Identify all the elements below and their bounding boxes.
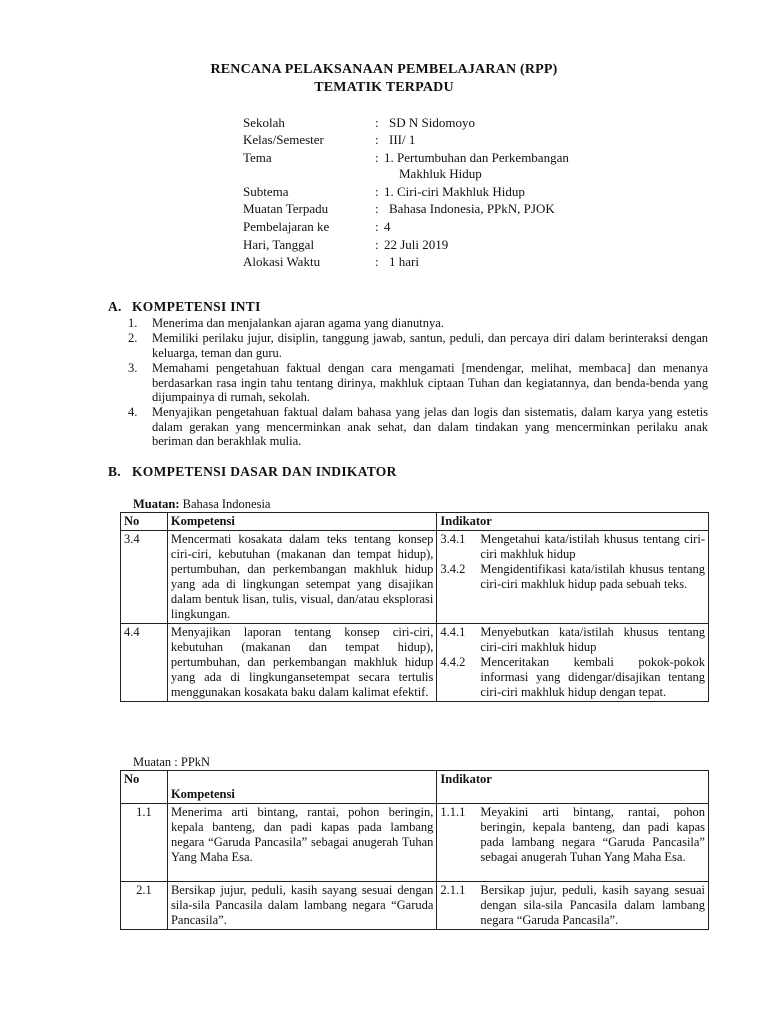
- indicator-item: [440, 532, 705, 562]
- section-letter: B.: [108, 464, 121, 479]
- indicator-item: [440, 805, 705, 865]
- item-number: 4.: [128, 405, 138, 419]
- identity-colon: :: [375, 184, 379, 199]
- header-indikator: Indikator: [437, 513, 709, 531]
- item-number: 1.: [128, 316, 138, 330]
- muatan-label-bahasa-indonesia: [133, 497, 270, 512]
- identity-label: Hari, Tanggal: [243, 237, 315, 252]
- header-kompetensi: Kompetensi: [167, 771, 436, 804]
- indicator-number: 1.1.1: [440, 805, 466, 819]
- identity-label: Alokasi Waktu: [243, 254, 321, 269]
- cell-indikator: [437, 624, 709, 702]
- identity-value: Makhluk Hidup: [399, 166, 482, 181]
- identity-value: III/ 1: [389, 132, 416, 147]
- muatan-key: Muatan:: [133, 497, 180, 511]
- item-text: Menyajikan pengetahuan faktual dalam bahasa yang jelas dan logis dan sistematis, dalam karya yang estetis dalam gerakan yang mencerminkan anak sehat, dan dalam tindakan yang mencerminkan perilaku anak beriman dan berakhlak mulia.: [152, 405, 708, 448]
- identity-value: Bahasa Indonesia, PPkN, PJOK: [389, 201, 555, 216]
- cell-kompetensi: Menyajikan laporan tentang konsep ciri-ciri, kebutuhan (makanan dan tempat hidup), pertumbuhan, dan perkembangan makhluk hidup yang ada di lingkungansetempat secara tertulis menggunakan kosakata baku dalam kalimat efektif.: [167, 624, 436, 702]
- indicator-item: [440, 655, 705, 700]
- cell-indikator: [437, 882, 709, 930]
- indicator-number: 3.4.1: [440, 532, 466, 546]
- cell-kompetensi: Bersikap jujur, peduli, kasih sayang sesuai dengan sila-sila Pancasila dalam lambang negara “Garuda Pancasila”.: [167, 882, 436, 930]
- header-indikator: Indikator: [437, 771, 709, 804]
- indicator-number: 4.4.1: [440, 625, 466, 639]
- identity-label: Tema: [243, 150, 272, 165]
- identity-colon: :: [375, 237, 379, 252]
- identity-label: Kelas/Semester: [243, 132, 324, 147]
- indicator-text: Bersikap jujur, peduli, kasih sayang sesuai dengan sila-sila Pancasila dalam lambang negara “Garuda Pancasila”.: [480, 883, 705, 927]
- section-heading-kompetensi-dasar: [108, 464, 397, 480]
- table-row: [121, 882, 709, 930]
- kompetensi-inti-item: [128, 405, 708, 449]
- muatan-value: Bahasa Indonesia: [182, 497, 271, 511]
- table-row: [121, 531, 709, 624]
- indicator-item: [440, 625, 705, 655]
- indicator-number: 4.4.2: [440, 655, 466, 669]
- header-no: No: [121, 513, 168, 531]
- indicator-item: [440, 883, 705, 928]
- item-text: Memiliki perilaku jujur, disiplin, tanggung jawab, santun, peduli, dan percaya diri dalam berinteraksi dengan keluarga, teman dan guru.: [152, 331, 708, 360]
- table-bahasa-indonesia: [120, 512, 709, 702]
- indicator-text: Menyebutkan kata/istilah khusus tentang ciri-ciri makhluk hidup: [480, 625, 705, 654]
- identity-colon: :: [375, 132, 379, 147]
- cell-kompetensi: Mencermati kosakata dalam teks tentang konsep ciri-ciri, kebutuhan (makanan dan tempat hidup), pertumbuhan, dan perkembangan makhluk hidup yang ada di lingkungan setempat yang disajikan dalam bentuk lisan, tulis, visual, dan/atau eksplorasi lingkungan.: [167, 531, 436, 624]
- muatan-label-ppkn: Muatan : PPkN: [133, 755, 211, 769]
- item-number: 2.: [128, 331, 138, 345]
- cell-indikator: [437, 804, 709, 882]
- section-title: KOMPETENSI DASAR DAN INDIKATOR: [132, 464, 397, 479]
- identity-value: 1 hari: [389, 254, 419, 269]
- identity-colon: :: [375, 219, 379, 234]
- identity-value: 4: [384, 219, 391, 234]
- kompetensi-inti-item: [128, 361, 708, 405]
- identity-label: Subtema: [243, 184, 289, 199]
- header-no: [121, 771, 168, 804]
- section-letter: A.: [108, 299, 122, 314]
- identity-colon: :: [375, 115, 379, 130]
- identity-value: SD N Sidomoyo: [389, 115, 475, 130]
- identity-value: 1. Ciri-ciri Makhluk Hidup: [384, 184, 525, 199]
- identity-label: Muatan Terpadu: [243, 201, 329, 216]
- indicator-text: Meyakini arti bintang, rantai, pohon beringin, kepala banteng, dan padi kapas pada lambang negara “Garuda Pancasila” sebagai anugerah Tuhan Yang Maha Esa.: [480, 805, 705, 864]
- indicator-number: 3.4.2: [440, 562, 466, 576]
- item-number: 3.: [128, 361, 138, 375]
- indicator-item: [440, 562, 705, 592]
- cell-indikator: [437, 531, 709, 624]
- indicator-number: 2.1.1: [440, 883, 466, 897]
- item-text: Memahami pengetahuan faktual dengan cara mengamati [mendengar, melihat, membaca] dan menanya berdasarkan rasa ingin tahu tentang dirinya, makhluk ciptaan Tuhan dan kegiatannya, dan benda-benda yang dijumpainya di rumah, sekolah.: [152, 361, 708, 404]
- section-heading-kompetensi-inti: [108, 299, 261, 315]
- table-header-row: [121, 513, 709, 531]
- identity-label: Pembelajaran ke: [243, 219, 330, 234]
- cell-kompetensi: Menerima arti bintang, rantai, pohon beringin, kepala banteng, dan padi kapas pada lambang negara “Garuda Pancasila” sebagai anugerah Tuhan Yang Maha Esa.: [167, 804, 436, 882]
- identity-colon: :: [375, 150, 379, 165]
- header-no-text: No: [124, 772, 140, 786]
- kompetensi-inti-item: [128, 316, 708, 331]
- table-header-row: [121, 771, 709, 804]
- indicator-text: Menceritakan kembali pokok-pokok informasi yang didengar/disajikan tentang ciri-ciri makhluk hidup dengan tepat.: [480, 655, 705, 699]
- indicator-text: Mengidentifikasi kata/istilah khusus tentang ciri-ciri makhluk hidup pada sebuah teks.: [480, 562, 705, 591]
- document-subtitle: TEMATIK TERPADU: [314, 80, 454, 95]
- identity-label: Sekolah: [243, 115, 285, 130]
- identity-value: 1. Pertumbuhan dan Perkembangan: [384, 150, 569, 165]
- table-row: [121, 624, 709, 702]
- document-title: RENCANA PELAKSANAAN PEMBELAJARAN (RPP): [210, 62, 558, 77]
- identity-colon: :: [375, 254, 379, 269]
- indicator-text: Mengetahui kata/istilah khusus tentang ciri-ciri makhluk hidup: [480, 532, 705, 561]
- identity-colon: :: [375, 201, 379, 216]
- identity-value: 22 Juli 2019: [384, 237, 449, 252]
- kompetensi-inti-item: [128, 331, 708, 360]
- table-ppkn: [120, 770, 709, 930]
- cell-no: 4.4: [121, 624, 168, 702]
- cell-no: 1.1: [121, 804, 168, 882]
- section-title: KOMPETENSI INTI: [132, 299, 261, 314]
- header-kompetensi: Kompetensi: [167, 513, 436, 531]
- table-row: [121, 804, 709, 882]
- cell-no: 3.4: [121, 531, 168, 624]
- item-text: Menerima dan menjalankan ajaran agama yang dianutnya.: [152, 316, 444, 330]
- cell-no: 2.1: [121, 882, 168, 930]
